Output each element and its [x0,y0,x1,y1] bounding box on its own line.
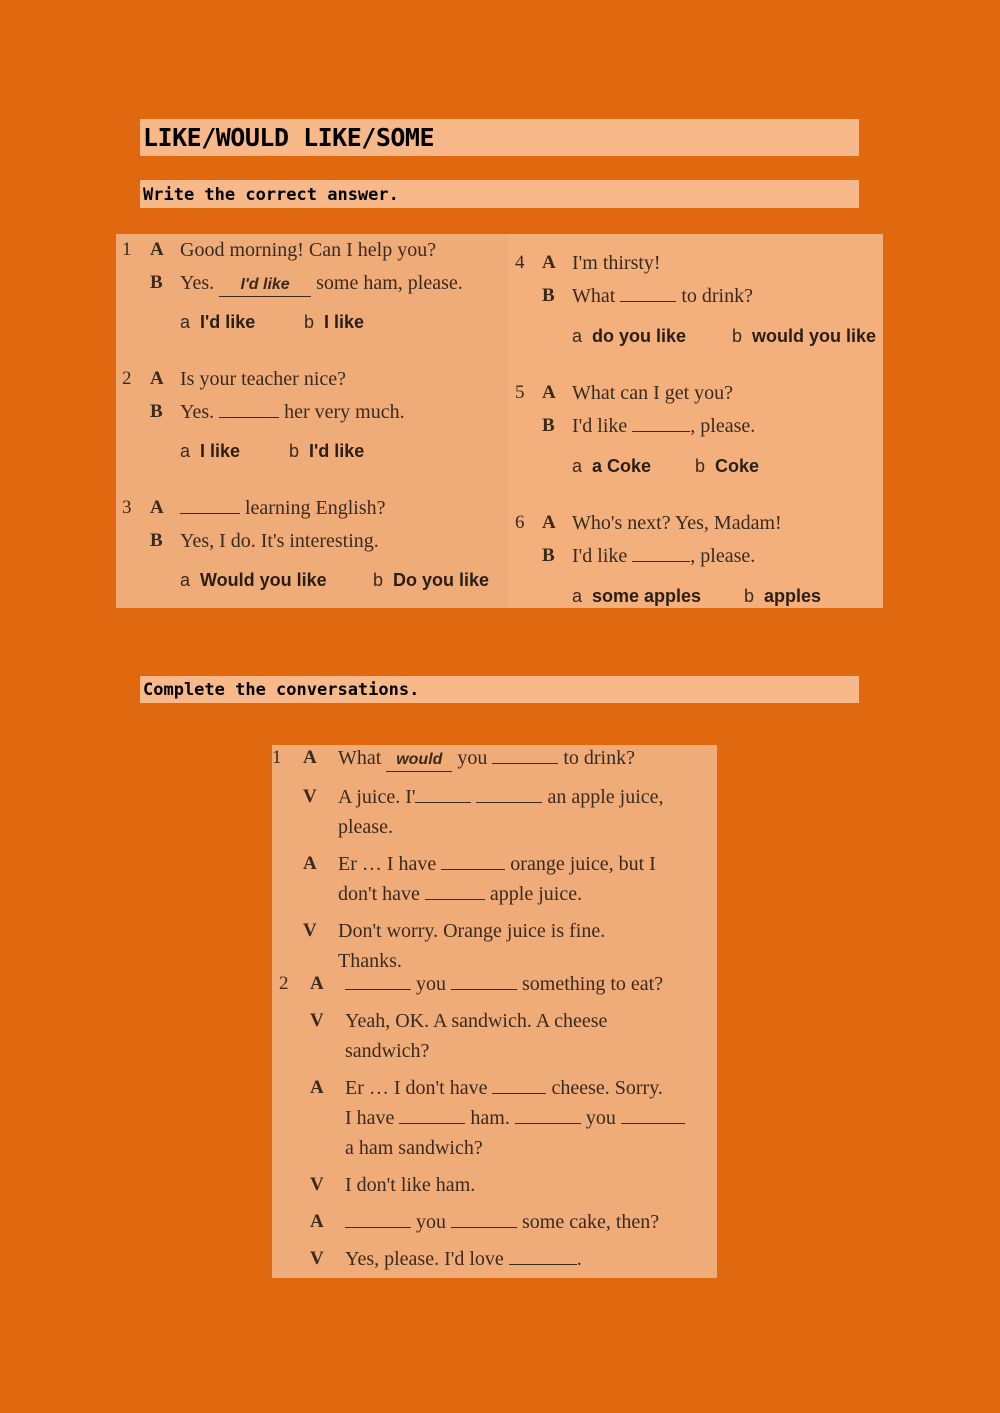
option-text: a Coke [592,456,652,476]
speaker-label: V [310,1174,324,1195]
conversation-line: I don't like ham. [345,1174,476,1196]
line-text: orange juice, but I [510,853,656,875]
speaker-label: V [303,920,317,941]
question-number: 6 [515,512,525,533]
option-text: I like [324,312,365,332]
answer-line [180,400,405,424]
conversation-line [345,1106,685,1130]
line-text: something to eat? [522,973,664,995]
line-text: apple juice. [489,883,583,905]
speaker-label: V [310,1248,324,1269]
answer-line [572,284,753,308]
question-line: Who's next? Yes, Madam! [572,512,782,534]
question-line: Good morning! Can I help you? [180,239,437,261]
answer-text: I'd like [572,545,628,567]
option-letter: a [572,326,583,346]
speaker-label: A [310,1077,324,1098]
question-number: 2 [122,368,132,389]
answer-blank[interactable] [632,414,690,432]
question-line [180,496,386,520]
option-a[interactable] [180,440,240,462]
speaker-label: A [542,252,556,273]
speaker-label: A [310,973,324,994]
question-line: What can I get you? [572,382,734,404]
instruction-write-answer: Write the correct answer. [140,180,859,208]
question-number: 1 [122,239,132,260]
line-text: What [338,747,382,769]
option-a[interactable] [572,325,686,347]
answer-blank[interactable] [492,746,558,764]
speaker-label: A [310,1211,324,1232]
instruction-complete-conversations: Complete the conversations. [140,676,859,703]
option-b[interactable] [373,569,489,591]
answer-blank[interactable] [476,785,542,803]
answer-text: I'd like [572,415,628,437]
question-number: 4 [515,252,525,273]
line-text: some cake, then? [522,1211,660,1233]
speaker-label: A [303,853,317,874]
line-text: an apple juice, [547,786,664,808]
option-letter: a [180,570,191,590]
answer-text: some ham, please. [316,272,463,294]
answer-blank[interactable] [345,1210,411,1228]
speaker-label: B [542,415,555,436]
line-text: Yes, please. I'd love [345,1248,504,1270]
speaker-label: A [542,382,556,403]
answer-blank[interactable] [180,496,240,514]
conversation-line [345,972,663,996]
option-text: Do you like [393,570,490,590]
speaker-label: B [542,285,555,306]
speaker-label: V [303,786,317,807]
option-letter: a [572,456,583,476]
line-text: ham. [470,1107,510,1129]
speaker-label: A [150,239,164,260]
option-letter: b [373,570,384,590]
line-text: you [585,1107,616,1129]
line-text: A juice. I' [338,786,416,808]
question-line: I'm thirsty! [572,252,661,274]
option-a[interactable] [180,569,327,591]
line-text: Er … I don't have [345,1077,488,1099]
answer-line: Yes, I do. It's interesting. [180,530,379,552]
line-text: to drink? [563,747,635,769]
conversation-line [345,1076,663,1100]
speaker-label: A [150,368,164,389]
answer-blank[interactable] [621,1106,685,1124]
option-text: Would you like [200,570,327,590]
option-letter: b [304,312,315,332]
speaker-label: B [150,530,163,551]
option-b[interactable] [695,455,759,477]
question-text: learning English? [245,497,386,519]
answer-blank[interactable] [415,785,471,803]
conversation-line: please. [338,816,393,838]
speaker-label: A [150,497,164,518]
answer-text: her very much. [284,401,405,423]
answer-blank[interactable] [451,972,517,990]
conversation-line: a ham sandwich? [345,1137,483,1159]
line-text: you [416,1211,446,1233]
question-number: 3 [122,497,132,518]
speaker-label: A [303,747,317,768]
line-text: don't have [338,883,420,905]
exercise1-left-panel [116,234,508,608]
speaker-label: B [542,545,555,566]
option-a[interactable] [180,311,255,333]
option-letter: a [572,586,583,606]
answer-blank[interactable] [345,972,411,990]
option-letter: a [180,441,191,461]
option-text: Coke [715,456,760,476]
option-a[interactable] [572,455,651,477]
conversation-line [338,785,664,809]
speaker-label: B [150,401,163,422]
conversation-number: 2 [279,973,289,994]
answer-blank[interactable] [509,1247,577,1265]
speaker-label: A [542,512,556,533]
answer-blank[interactable] [219,400,279,418]
answer-text: Yes. [180,272,215,294]
answer-blank[interactable] [632,544,690,562]
answer-blank[interactable] [441,852,505,870]
conversation-line: Don't worry. Orange juice is fine. [338,920,606,942]
option-letter: b [744,586,755,606]
line-text: you [416,973,446,995]
line-text: Er … I have [338,853,437,875]
option-letter: b [695,456,706,476]
conversation-line [345,1247,582,1271]
conversation-number: 1 [272,747,282,768]
question-line: Is your teacher nice? [180,368,347,390]
option-b[interactable] [732,325,876,347]
conversation-line [338,746,635,772]
answer-line [572,414,755,438]
conversation-line: sandwich? [345,1040,430,1062]
answer-blank[interactable] [451,1210,517,1228]
line-text: cheese. Sorry. [551,1077,663,1099]
answer-blank[interactable] [620,284,676,302]
question-number: 5 [515,382,525,403]
answer-blank[interactable] [492,1076,546,1094]
option-letter: b [289,441,300,461]
option-text: I'd like [309,441,365,461]
option-letter: a [180,312,191,332]
conversation-line [338,852,656,876]
option-letter: b [732,326,743,346]
answer-line [572,544,755,568]
conversation-line: Yeah, OK. A sandwich. A cheese [345,1010,608,1032]
answer-line [180,271,463,297]
answer-fill[interactable]: would [386,751,452,772]
line-text: I have [345,1107,395,1129]
answer-text: What [572,285,616,307]
option-text: apples [764,586,822,606]
option-text: I'd like [200,312,256,332]
speaker-label: V [310,1010,324,1031]
option-text: some apples [592,586,702,606]
answer-fill[interactable]: I'd like [219,276,311,297]
answer-text: Yes. [180,401,215,423]
option-text: I like [200,441,241,461]
answer-text: to drink? [681,285,753,307]
line-text: you [457,747,488,769]
answer-text: , please. [690,545,756,567]
option-b[interactable] [289,440,364,462]
conversation-line [345,1210,659,1234]
conversation-line: Thanks. [338,950,402,972]
exercise2-conversation-panel [272,745,717,1278]
option-b[interactable] [744,585,821,607]
option-text: do you like [592,326,687,346]
option-b[interactable] [304,311,364,333]
page-title: LIKE/WOULD LIKE/SOME [140,119,859,156]
answer-text: , please. [690,415,756,437]
answer-blank[interactable] [399,1106,465,1124]
conversation-line [338,882,582,906]
option-a[interactable] [572,585,701,607]
speaker-label: B [150,272,163,293]
option-text: would you like [752,326,877,346]
answer-blank[interactable] [515,1106,581,1124]
answer-blank[interactable] [425,882,485,900]
line-text: . [576,1248,582,1270]
exercise1-right-panel [508,234,883,608]
